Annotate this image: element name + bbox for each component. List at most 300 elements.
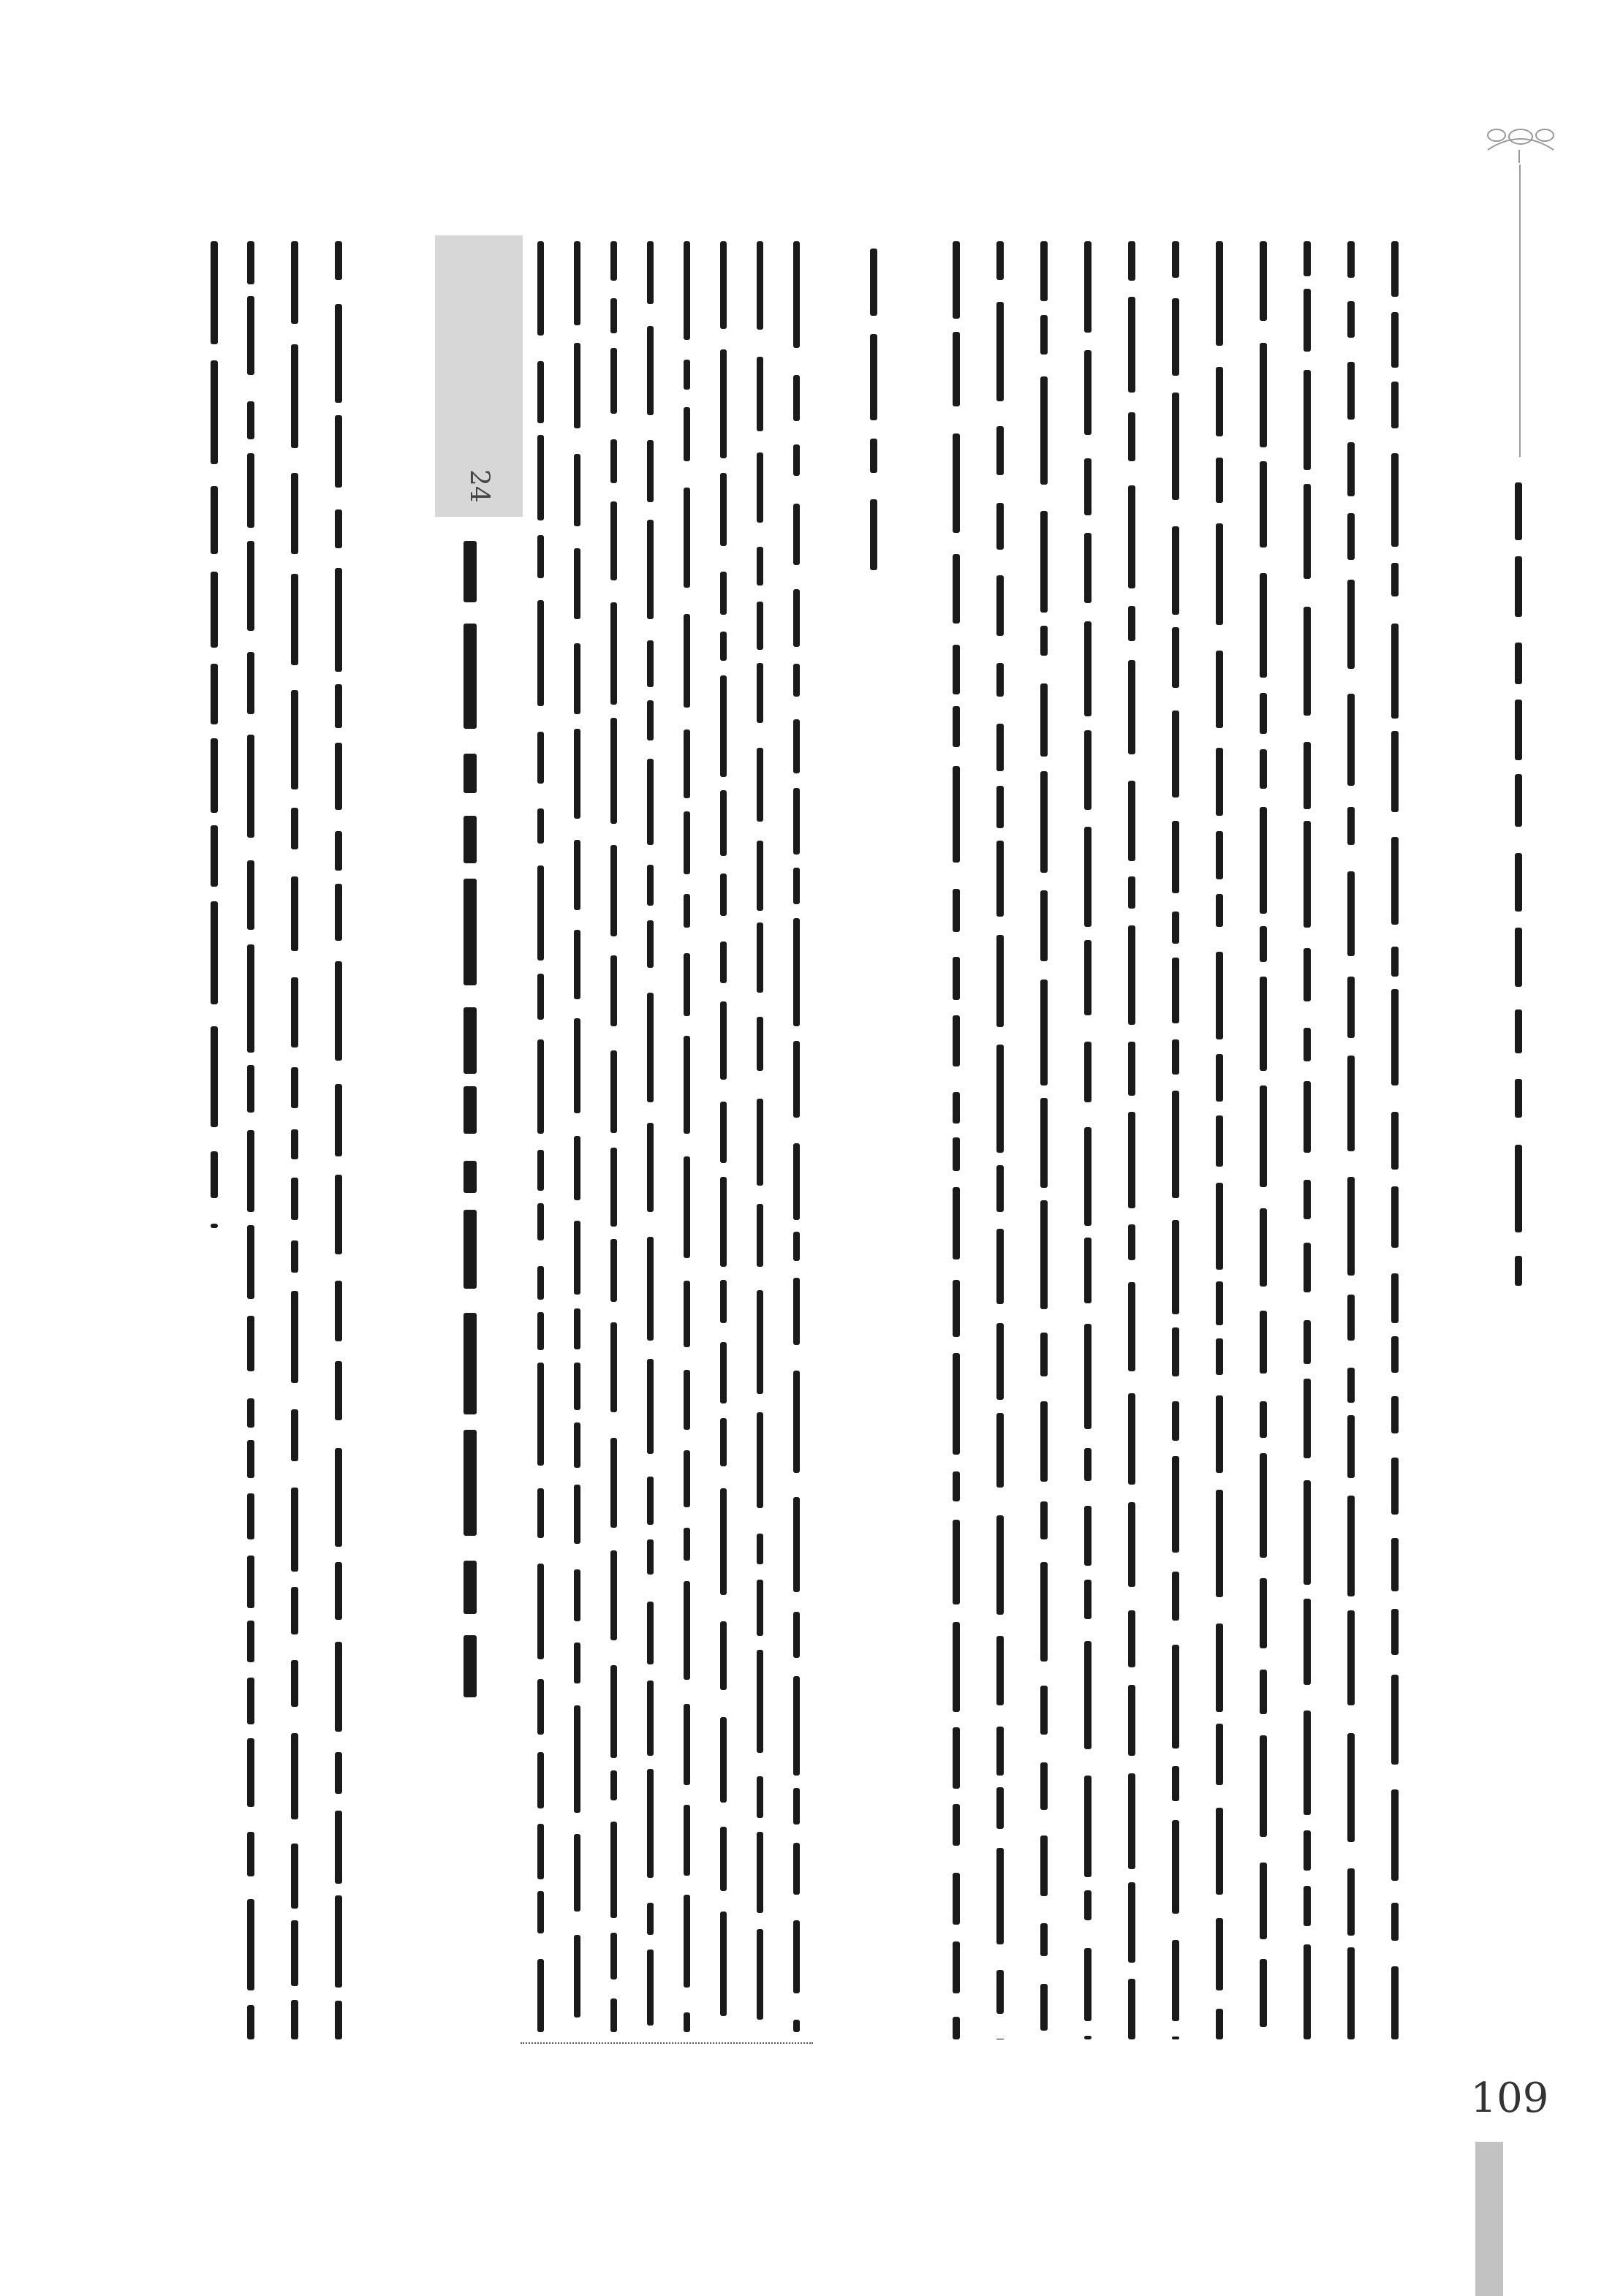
glyph-run: [1515, 1256, 1521, 1287]
glyph-run: [720, 790, 727, 855]
glyph-run: [1128, 1112, 1135, 1208]
glyph-run: [996, 663, 1004, 697]
glyph-run: [1304, 1028, 1311, 1061]
glyph-run: [1040, 1923, 1048, 1957]
glyph-run: [870, 439, 877, 472]
glyph-run: [1172, 298, 1179, 376]
glyph-run: [211, 360, 218, 464]
glyph-run: [537, 241, 544, 336]
glyph-run: [996, 1970, 1004, 2014]
glyph-run: [647, 1539, 654, 1575]
glyph-run: [574, 1485, 580, 1545]
glyph-run: [953, 645, 960, 694]
glyph-run: [793, 375, 800, 421]
glyph-run: [335, 241, 342, 280]
glyph-run: [996, 1165, 1004, 1212]
glyph-run: [291, 1067, 298, 1109]
glyph-run: [1128, 1224, 1135, 1260]
glyph-run: [335, 1642, 342, 1732]
glyph-run: [793, 1920, 800, 1993]
glyph-run: [1304, 948, 1311, 1001]
glyph-run: [1391, 1273, 1399, 1324]
glyph-run: [1084, 1890, 1092, 1920]
glyph-run: [793, 1278, 800, 1345]
glyph-run: [1347, 1868, 1355, 1936]
glyph-run: [335, 2001, 342, 2039]
glyph-run: [996, 1515, 1004, 1615]
glyph-run: [1172, 1572, 1179, 1621]
glyph-run: [464, 1007, 477, 1074]
glyph-run: [647, 326, 654, 415]
glyph-run: [247, 453, 254, 528]
glyph-run: [1172, 627, 1179, 688]
glyph-run: [684, 730, 690, 798]
glyph-run: [574, 1705, 580, 1814]
glyph-run: [574, 930, 580, 999]
glyph-run: [1216, 952, 1223, 1039]
glyph-run: [1391, 731, 1399, 812]
glyph-run: [537, 1679, 544, 1735]
glyph-run: [647, 1950, 654, 2026]
glyph-run: [464, 1210, 477, 1289]
glyph-run: [1347, 1177, 1355, 1276]
glyph-run: [1084, 827, 1092, 927]
glyph-run: [610, 1550, 617, 1640]
glyph-run: [793, 589, 800, 647]
glyph-run: [1040, 315, 1048, 355]
glyph-run: [757, 748, 763, 822]
glyph-run: [1172, 1327, 1179, 1376]
glyph-run: [291, 1733, 298, 1819]
glyph-run: [537, 974, 544, 1019]
glyph-run: [1172, 2037, 1179, 2039]
glyph-run: [537, 1203, 544, 1240]
glyph-run: [793, 504, 800, 565]
glyph-run: [720, 1102, 727, 1163]
glyph-run: [1040, 1835, 1048, 1896]
glyph-run: [574, 1834, 580, 1911]
glyph-run: [1128, 1979, 1135, 2039]
glyph-run: [953, 766, 960, 863]
glyph-run: [684, 1036, 690, 1134]
glyph-run: [1216, 1395, 1223, 1473]
glyph-run: [1040, 626, 1048, 656]
glyph-run: [757, 547, 763, 586]
glyph-run: [1304, 1320, 1311, 1364]
glyph-run: [574, 1221, 580, 1295]
glyph-run: [1347, 1610, 1355, 1705]
glyph-run: [793, 1041, 800, 1118]
glyph-run: [335, 1895, 342, 1988]
glyph-run: [1515, 774, 1521, 827]
glyph-run: [647, 1123, 654, 1213]
glyph-run: [610, 845, 617, 936]
glyph-run: [1128, 1282, 1135, 1371]
scroll-ornament-icon: [1480, 121, 1561, 164]
glyph-run: [1347, 694, 1355, 785]
glyph-run: [1128, 297, 1135, 393]
glyph-run: [953, 1187, 960, 1259]
glyph-run: [1128, 412, 1135, 461]
glyph-run: [647, 1359, 654, 1453]
glyph-run: [610, 1665, 617, 1758]
glyph-run: [1304, 241, 1311, 276]
glyph-run: [953, 554, 960, 624]
glyph-run: [793, 1612, 800, 1658]
glyph-run: [1084, 1127, 1092, 1227]
glyph-run: [1216, 1281, 1223, 1325]
glyph-run: [1128, 876, 1135, 908]
glyph-run: [464, 879, 477, 985]
glyph-run: [793, 1843, 800, 1895]
glyph-run: [1391, 1336, 1399, 1373]
glyph-run: [537, 865, 544, 961]
glyph-run: [757, 1017, 763, 1071]
glyph-run: [1084, 1324, 1092, 1429]
glyph-run: [211, 738, 218, 812]
glyph-run: [1391, 947, 1399, 977]
glyph-run: [1084, 2036, 1092, 2039]
glyph-run: [996, 575, 1004, 636]
glyph-run: [247, 1065, 254, 1113]
glyph-run: [1391, 1112, 1399, 1170]
glyph-run: [464, 1086, 477, 1133]
glyph-run: [1128, 1393, 1135, 1485]
glyph-run: [1260, 749, 1267, 789]
glyph-run: [537, 1488, 544, 1538]
glyph-run: [335, 1281, 342, 1341]
glyph-run: [1347, 362, 1355, 420]
glyph-run: [1304, 821, 1311, 928]
glyph-run: [1304, 289, 1311, 352]
glyph-run: [610, 348, 617, 414]
glyph-run: [537, 600, 544, 706]
glyph-run: [1347, 1295, 1355, 1341]
glyph-run: [1040, 1501, 1048, 1540]
glyph-run: [720, 1342, 727, 1403]
glyph-run: [1391, 1789, 1399, 1881]
glyph-run: [610, 1770, 617, 1800]
glyph-run: [870, 249, 877, 316]
glyph-run: [247, 1556, 254, 1608]
glyph-run: [1391, 1396, 1399, 1433]
glyph-run: [996, 503, 1004, 550]
glyph-run: [574, 1136, 580, 1200]
glyph-run: [953, 241, 960, 319]
glyph-run: [1304, 1599, 1311, 1685]
glyph-run: [793, 1676, 800, 1776]
glyph-run: [1304, 1243, 1311, 1292]
glyph-run: [1391, 624, 1399, 719]
glyph-run: [647, 440, 654, 502]
glyph-run: [647, 759, 654, 846]
glyph-run: [1040, 376, 1048, 485]
glyph-run: [1216, 1624, 1223, 1712]
glyph-run: [1172, 1766, 1179, 1801]
glyph-run: [1260, 1086, 1267, 1187]
glyph-run: [1216, 748, 1223, 816]
glyph-run: [757, 841, 763, 910]
glyph-run: [537, 1824, 544, 1879]
glyph-run: [464, 1561, 477, 1614]
glyph-run: [1128, 1502, 1135, 1587]
glyph-run: [537, 732, 544, 784]
glyph-run: [291, 2000, 298, 2039]
glyph-run: [1216, 1115, 1223, 1167]
glyph-run: [1347, 513, 1355, 559]
glyph-run: [211, 241, 218, 344]
glyph-run: [291, 574, 298, 665]
glyph-run: [574, 1308, 580, 1349]
glyph-run: [757, 357, 763, 431]
glyph-run: [291, 1920, 298, 1985]
glyph-run: [684, 1704, 690, 1785]
glyph-run: [335, 1562, 342, 1620]
glyph-run: [647, 640, 654, 687]
glyph-run: [291, 808, 298, 849]
glyph-run: [610, 1438, 617, 1528]
glyph-run: [247, 1899, 254, 1990]
glyph-run: [1260, 1311, 1267, 1374]
glyph-run: [464, 754, 477, 792]
glyph-run: [537, 1564, 544, 1660]
glyph-run: [720, 1418, 727, 1466]
glyph-run: [793, 719, 800, 773]
glyph-run: [574, 1643, 580, 1683]
glyph-run: [1216, 1054, 1223, 1102]
glyph-run: [464, 816, 477, 863]
glyph-run: [720, 1912, 727, 2017]
glyph-run: [610, 298, 617, 334]
glyph-run: [1040, 1098, 1048, 1188]
glyph-run: [647, 1602, 654, 1664]
glyph-run: [1084, 350, 1092, 435]
glyph-run: [996, 1787, 1004, 1828]
glyph-run: [1216, 458, 1223, 502]
glyph-run: [610, 718, 617, 824]
glyph-run: [291, 1488, 298, 1572]
glyph-run: [291, 876, 298, 951]
glyph-run: [291, 690, 298, 789]
glyph-run: [211, 1026, 218, 1127]
glyph-run: [996, 1848, 1004, 1944]
glyph-run: [757, 1832, 763, 1913]
glyph-run: [291, 473, 298, 554]
glyph-run: [247, 735, 254, 838]
glyph-run: [1216, 2009, 1223, 2039]
glyph-run: [335, 1448, 342, 1547]
glyph-run: [1304, 1830, 1311, 1871]
glyph-run: [684, 614, 690, 708]
glyph-run: [1391, 563, 1399, 597]
glyph-run: [247, 944, 254, 1053]
glyph-run: [335, 415, 342, 488]
glyph-run: [647, 700, 654, 740]
glyph-run: [647, 1769, 654, 1878]
glyph-run: [953, 1137, 960, 1171]
glyph-run: [996, 786, 1004, 828]
glyph-run: [996, 1045, 1004, 1153]
glyph-run: [684, 241, 690, 340]
glyph-run: [757, 241, 763, 330]
glyph-run: [1304, 1944, 1311, 2039]
glyph-run: [1391, 241, 1399, 297]
glyph-run: [1260, 926, 1267, 961]
glyph-run: [1040, 511, 1048, 613]
glyph-run: [953, 1804, 960, 1846]
glyph-run: [1172, 1401, 1179, 1441]
glyph-run: [1260, 1959, 1267, 2027]
glyph-run: [211, 1224, 218, 1228]
glyph-run: [247, 1316, 254, 1372]
glyph-run: [647, 241, 654, 304]
header-rule: [1519, 164, 1521, 457]
glyph-run: [1172, 1456, 1179, 1552]
glyph-run: [1216, 1808, 1223, 1895]
glyph-run: [335, 961, 342, 1061]
glyph-run: [574, 643, 580, 713]
glyph-run: [720, 241, 727, 329]
glyph-run: [574, 729, 580, 819]
glyph-run: [335, 1811, 342, 1884]
glyph-run: [1515, 1079, 1521, 1118]
glyph-run: [1260, 807, 1267, 914]
glyph-run: [1172, 1940, 1179, 2021]
glyph-run: [996, 724, 1004, 771]
glyph-run: [684, 1370, 690, 1430]
glyph-run: [1347, 1368, 1355, 1403]
glyph-run: [1515, 1145, 1521, 1232]
glyph-run: [684, 1281, 690, 1347]
glyph-run: [720, 1488, 727, 1596]
glyph-run: [684, 360, 690, 390]
glyph-run: [1128, 1610, 1135, 1667]
glyph-run: [1391, 1609, 1399, 1655]
glyph-run: [211, 664, 218, 724]
glyph-run: [793, 1143, 800, 1219]
glyph-run: [1391, 382, 1399, 428]
glyph-run: [1260, 343, 1267, 448]
glyph-run: [211, 572, 218, 648]
glyph-run: [1347, 977, 1355, 1037]
glyph-run: [1040, 1401, 1048, 1482]
glyph-run: [247, 2005, 254, 2039]
glyph-run: [793, 2020, 800, 2032]
glyph-run: [610, 602, 617, 705]
glyph-run: [1391, 1186, 1399, 1248]
glyph-run: [757, 1650, 763, 1753]
glyph-run: [1515, 643, 1521, 684]
page-edge-thumb-bar: [1475, 2142, 1503, 2296]
glyph-run: [1084, 1238, 1092, 1303]
glyph-run: [1347, 871, 1355, 956]
glyph-run: [996, 935, 1004, 1027]
glyph-run: [1260, 1208, 1267, 1287]
glyph-run: [1128, 660, 1135, 754]
glyph-run: [537, 1312, 544, 1350]
glyph-run: [335, 884, 342, 940]
glyph-run: [1128, 1773, 1135, 1868]
glyph-run: [610, 955, 617, 1027]
page-number: 109: [1470, 2075, 1549, 2122]
glyph-run: [335, 1361, 342, 1420]
glyph-run: [953, 1092, 960, 1124]
glyph-run: [684, 811, 690, 874]
glyph-run: [610, 501, 617, 580]
glyph-run: [247, 1832, 254, 1876]
glyph-run: [647, 1903, 654, 1935]
glyph-run: [574, 1363, 580, 1410]
glyph-run: [647, 1237, 654, 1341]
glyph-run: [574, 1569, 580, 1621]
glyph-run: [537, 1150, 544, 1191]
glyph-run: [1128, 606, 1135, 641]
glyph-run: [953, 1873, 960, 1925]
glyph-run: [211, 825, 218, 887]
glyph-run: [684, 894, 690, 928]
glyph-run: [757, 1580, 763, 1635]
glyph-run: [793, 918, 800, 1026]
glyph-run: [996, 426, 1004, 475]
glyph-run: [684, 2012, 690, 2032]
glyph-run: [1347, 301, 1355, 338]
glyph-run: [1084, 458, 1092, 515]
glyph-run: [953, 1471, 960, 1501]
glyph-run: [953, 1520, 960, 1605]
glyph-run: [574, 1422, 580, 1468]
glyph-run: [537, 1891, 544, 1933]
glyph-run: [1260, 241, 1267, 321]
glyph-run: [953, 1015, 960, 1066]
glyph-run: [1216, 894, 1223, 928]
glyph-run: [1304, 1710, 1311, 1815]
glyph-run: [1084, 1506, 1092, 1566]
glyph-run: [953, 1941, 960, 1993]
glyph-run: [1040, 1333, 1048, 1376]
glyph-run: [1040, 1562, 1048, 1662]
glyph-run: [996, 1636, 1004, 1705]
glyph-run: [1040, 1200, 1048, 1310]
glyph-run: [1347, 1056, 1355, 1151]
glyph-run: [574, 548, 580, 619]
glyph-run: [1084, 1448, 1092, 1480]
glyph-run: [953, 332, 960, 406]
glyph-run: [1040, 241, 1048, 301]
glyph-run: [684, 488, 690, 588]
glyph-run: [757, 663, 763, 722]
glyph-run: [464, 1161, 477, 1192]
glyph-run: [537, 1959, 544, 2032]
glyph-run: [247, 241, 254, 284]
glyph-run: [996, 1229, 1004, 1304]
glyph-run: [1216, 1338, 1223, 1375]
glyph-run: [720, 675, 727, 777]
glyph-run: [1347, 580, 1355, 669]
glyph-run: [684, 1156, 690, 1258]
glyph-run: [1172, 1820, 1179, 1914]
glyph-run: [1304, 484, 1311, 579]
glyph-run: [537, 1363, 544, 1466]
glyph-run: [335, 743, 342, 810]
glyph-run: [720, 1621, 727, 1690]
glyph-run: [1304, 1379, 1311, 1458]
glyph-run: [1260, 1670, 1267, 1714]
glyph-run: [291, 1844, 298, 1909]
glyph-run: [757, 1099, 763, 1186]
glyph-run: [757, 1534, 763, 1564]
glyph-run: [1391, 1458, 1399, 1515]
glyph-run: [464, 541, 477, 602]
